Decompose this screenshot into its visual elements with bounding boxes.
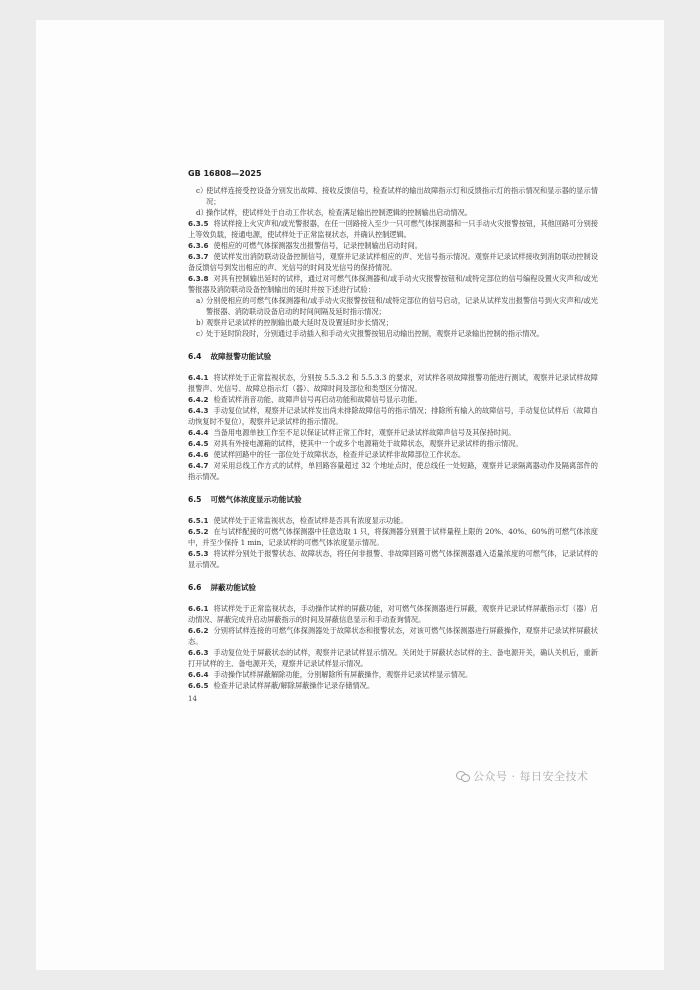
- paragraph-text: 使试样回路中的任一部位处于故障状态，检查并记录试样非故障部位工作状态。: [213, 450, 466, 459]
- paragraph-text: 使试样发出消防联动设备控制信号，观察并记录试样相应的声、光信号指示情况。观察并记录试样接收到消防联动控制设备反馈信号到发出相应的声、光信号的时间及光信号的保持情况。: [188, 252, 598, 272]
- paragraph-text: 使试样处于正常监视状态，检查试样是否具有浓度显示功能。: [213, 516, 408, 525]
- clause-paragraph: [188, 449, 598, 460]
- text-body: [188, 185, 598, 691]
- paragraph-text: 使试样连接受控设备分别发出故障、接收反馈信号，检查试样的输出故障指示灯和反馈指示灯的指示情况和显示器的显示情况；: [206, 186, 598, 206]
- clause-number: 6.3.8: [188, 274, 209, 283]
- clause-number: 6.4.5: [188, 439, 209, 448]
- list-item: [188, 207, 598, 218]
- paragraph-text: 观察并记录试样的控制输出最大延时及设置延时步长情况；: [206, 318, 393, 327]
- clause-number: 6.5.2: [188, 527, 209, 536]
- clause-number: 6.5.3: [188, 549, 209, 558]
- paragraph-text: 手动复位处于屏蔽状态的试样，观察并记录试样显示情况。关闭处于屏蔽状态试样的主、备电源开关，确认关机后，重新打开试样的主、备电源开关，观察并记录试样显示情况。: [188, 648, 598, 668]
- paragraph-text: 当备用电源单独工作至不足以保证试样正常工作时，观察并记录试样故障声信号及其保持时间。: [213, 428, 516, 437]
- clause-paragraph: [188, 251, 598, 273]
- section-heading: [188, 351, 598, 362]
- clause-paragraph: [188, 273, 598, 295]
- paragraph-text: 手动操作试样屏蔽解除功能，分别解除所有屏蔽操作，观察并记录试样显示情况。: [213, 670, 473, 679]
- paragraph-text: 分别使相应的可燃气体探测器和/或手动火灾报警按钮和/或特定部位的信号启动，记录从试样发出报警信号到火灾声和/或光警报器、消防联动设备启动的时间间隔及延时指示情况；: [206, 296, 598, 316]
- clause-paragraph: [188, 427, 598, 438]
- paragraph-text: 将试样接上火灾声和/或光警报器，在任一回路接入至少一只可燃气体探测器和一只手动火灾报警按钮，其他回路可分别接上等效负载，接通电源，使试样处于正常监视状态，并确认控制逻辑。: [188, 219, 598, 239]
- clause-number: 6.6.2: [188, 626, 209, 635]
- clause-number: 6.4.6: [188, 450, 209, 459]
- list-item-label: d）: [196, 208, 208, 217]
- list-item: [188, 328, 598, 339]
- clause-number: 6.6.4: [188, 670, 209, 679]
- page-content: [188, 168, 598, 705]
- clause-paragraph: [188, 680, 598, 691]
- paragraph-text: 将试样分别处于报警状态、故障状态，将任何非报警、非故障回路可燃气体探测器通入适量浓度的可燃气体，记录试样的显示情况。: [188, 549, 598, 569]
- paragraph-text: 手动复位试样，观察并记录试样发出尚未排除故障信号的指示情况；排除所有输入的故障信号，手动复位试样后（故障自动恢复时不复位），观察并记录试样的指示情况。: [188, 406, 598, 426]
- paragraph-text: 对采用总线工作方式的试样，单回路容量超过 32 个地址点时，使总线任一处短路，观察并记录隔离器动作及隔离部件的指示情况。: [188, 461, 598, 481]
- clause-number: 6.6.1: [188, 604, 209, 613]
- paragraph-text: 操作试样，使试样处于自动工作状态，检查满足输出控制逻辑的控制输出启动情况。: [206, 208, 472, 217]
- clause-paragraph: [188, 647, 598, 669]
- clause-paragraph: [188, 438, 598, 449]
- list-item-label: a）: [196, 296, 208, 305]
- section-title-text: 可燃气体浓度显示功能试验: [210, 495, 302, 504]
- paragraph-text: 处于延时阶段时，分别通过手动插入和手动火灾报警按钮启动输出控制，观察并记录输出控制的指示情况。: [206, 329, 544, 338]
- section-title-text: 屏蔽功能试验: [210, 583, 257, 592]
- paragraph-text: 将试样处于正常监视状态，手动操作试样的屏蔽功能，对可燃气体探测器进行屏蔽，观察并记录试样屏蔽指示灯（器）启动情况、屏蔽完成并启动屏蔽指示的时间及屏蔽信息显示和手动查询情况。: [188, 604, 598, 624]
- document-page: [36, 20, 664, 970]
- watermark-text: 公众号 · 每日安全技术: [473, 770, 589, 783]
- clause-paragraph: [188, 394, 598, 405]
- paragraph-text: 在与试样配接的可燃气体探测器中任意选取 1 只，将探测器分别置于试样量程上限的 20%、40%、60%的可燃气体浓度中，并至少保持 1 min，记录试样的可燃气体浓度显示情况。: [188, 527, 598, 547]
- list-item: [188, 317, 598, 328]
- clause-paragraph: [188, 218, 598, 240]
- paragraph-text: 检查并记录试样屏蔽/解除屏蔽操作记录存储情况。: [213, 681, 375, 690]
- clause-paragraph: [188, 515, 598, 526]
- clause-number: 6.6.5: [188, 681, 209, 690]
- clause-paragraph: [188, 526, 598, 548]
- clause-paragraph: [188, 460, 598, 482]
- wechat-icon: [456, 770, 470, 782]
- clause-paragraph: [188, 240, 598, 251]
- clause-paragraph: [188, 372, 598, 394]
- clause-paragraph: [188, 548, 598, 570]
- section-number: 6.4: [188, 352, 202, 361]
- section-heading: [188, 582, 598, 593]
- section-number: 6.6: [188, 583, 202, 592]
- list-item-label: c）: [196, 186, 208, 195]
- clause-number: 6.6.3: [188, 648, 209, 657]
- section-title-text: 故障报警功能试验: [210, 352, 272, 361]
- clause-paragraph: [188, 405, 598, 427]
- watermark: [456, 768, 589, 784]
- clause-number: 6.4.1: [188, 373, 209, 382]
- clause-number: 6.4.2: [188, 395, 209, 404]
- clause-number: 6.3.6: [188, 241, 209, 250]
- paragraph-text: 将试样处于正常监视状态，分别按 5.5.3.2 和 5.5.3.3 的要求，对试样各项故障报警功能进行测试，观察并记录试样故障报警声、光信号、故障总指示灯（器）、故障时间及部位和类型区分情况。: [188, 373, 598, 393]
- section-heading: [188, 494, 598, 505]
- paragraph-text: 对具有外接电源箱的试样，使其中一个或多个电源箱处于故障状态，观察并记录试样的指示情况。: [213, 439, 523, 448]
- list-item: [188, 185, 598, 207]
- page-number: 14: [188, 695, 197, 703]
- clause-paragraph: [188, 603, 598, 625]
- clause-paragraph: [188, 669, 598, 680]
- clause-paragraph: [188, 625, 598, 647]
- list-item-label: b）: [196, 318, 208, 327]
- paragraph-text: 检查试样消音功能、故障声信号再启动功能和故障信号显示功能。: [213, 395, 422, 404]
- standard-header: GB 16808—2025: [188, 169, 262, 178]
- section-number: 6.5: [188, 495, 202, 504]
- paragraph-text: 分别将试样连接的可燃气体探测器处于故障状态和报警状态，对该可燃气体探测器进行屏蔽操作，观察并记录试样屏蔽状态。: [188, 626, 598, 646]
- list-item: [188, 295, 598, 317]
- paragraph-text: 对具有控制输出延时的试样，通过对可燃气体探测器和/或手动火灾报警按钮和/或特定部位的信号编程设置火灾声和/或光警报器及消防联动设备控制输出的延时并按下述进行试验：: [188, 274, 598, 294]
- clause-number: 6.4.3: [188, 406, 209, 415]
- list-item-label: c）: [196, 329, 208, 338]
- clause-number: 6.3.5: [188, 219, 209, 228]
- clause-number: 6.4.7: [188, 461, 209, 470]
- clause-number: 6.3.7: [188, 252, 209, 261]
- clause-number: 6.4.4: [188, 428, 209, 437]
- clause-number: 6.5.1: [188, 516, 209, 525]
- paragraph-text: 使相应的可燃气体探测器发出报警信号，记录控制输出启动时间。: [213, 241, 422, 250]
